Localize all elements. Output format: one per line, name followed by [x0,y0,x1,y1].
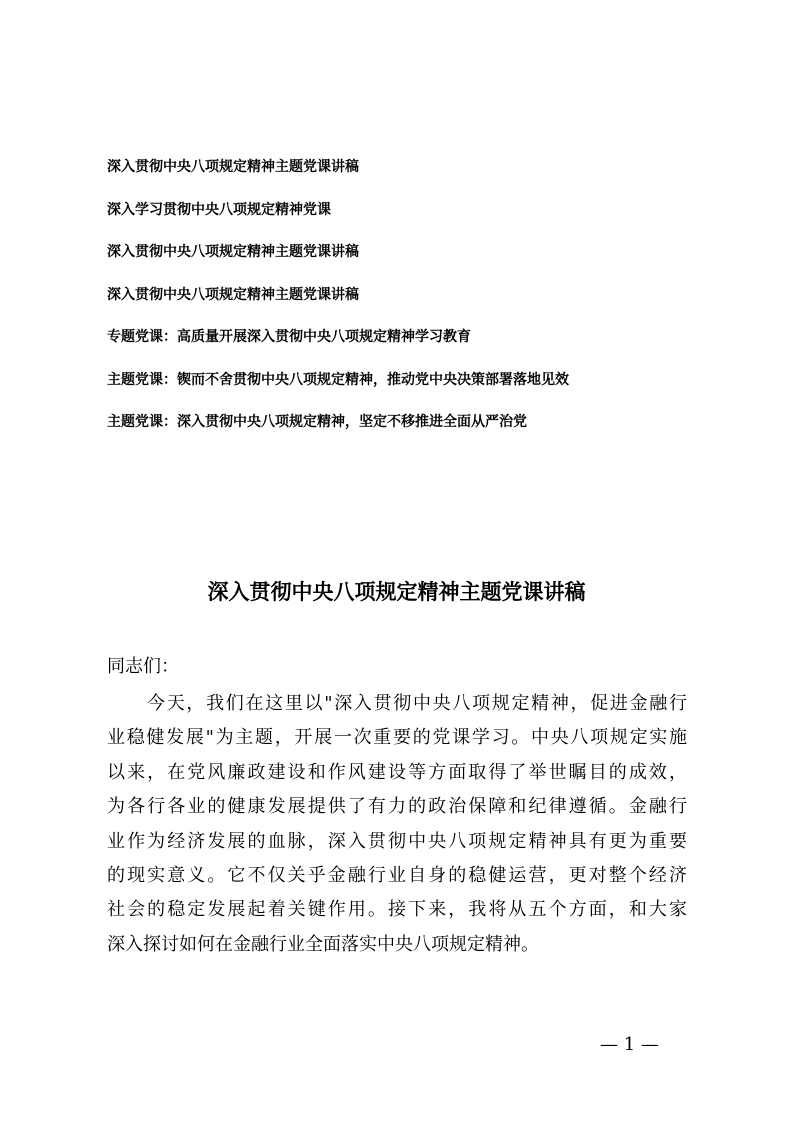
table-of-contents [107,157,707,455]
toc-item: 主题党课：深入贯彻中央八项规定精神，坚定不移推进全面从严治党 [107,414,527,430]
toc-item: 深入贯彻中央八项规定精神主题党课讲稿 [107,244,359,260]
toc-item: 主题党课：锲而不舍贯彻中央八项规定精神，推动党中央决策部署落地见效 [107,371,569,388]
paragraph-line: 业稳健发展"为主题，开展一次重要的党课学习。中央八项规定实施 [107,727,687,749]
page-number: — 1 — [600,1034,659,1055]
paragraph-line: 业作为经济发展的血脉，深入贯彻中央八项规定精神具有更为重要 [107,830,687,852]
paragraph-line: 为各行各业的健康发展提供了有力的政治保障和纪律遵循。金融行 [107,796,687,818]
salutation: 同志们： [107,656,179,677]
document-title: 深入贯彻中央八项规定精神主题党课讲稿 [207,580,586,604]
paragraph-line: 今天，我们在这里以"深入贯彻中央八项规定精神，促进金融行 [147,693,687,714]
toc-item: 深入学习贯彻中央八项规定精神党课 [107,201,331,218]
toc-item: 专题党课：高质量开展深入贯彻中央八项规定精神学习教育 [107,329,471,345]
body-paragraph [107,688,687,963]
paragraph-line: 深入探讨如何在金融行业全面落实中央八项规定精神。 [107,933,539,955]
paragraph-line: 的现实意义。它不仅关乎金融行业自身的稳健运营，更对整个经济 [107,864,687,886]
paragraph-line: 社会的稳定发展起着关键作用。接下来，我将从五个方面，和大家 [107,899,687,921]
toc-item: 深入贯彻中央八项规定精神主题党课讲稿 [107,159,359,175]
toc-item: 深入贯彻中央八项规定精神主题党课讲稿 [107,286,359,303]
paragraph-line: 以来，在党风廉政建设和作风建设等方面取得了举世瞩目的成效， [107,761,687,783]
